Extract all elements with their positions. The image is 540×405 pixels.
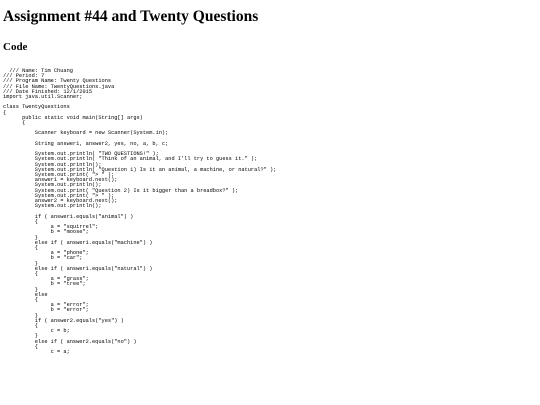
code-line: b = "car"; (3, 255, 83, 262)
code-line: System.out.println(); (3, 182, 102, 189)
code-line: { (3, 343, 38, 350)
code-line: System.out.println( "Question 1) Is it an animal, a machine, or natural?" ); (3, 166, 277, 173)
code-line: } (3, 234, 38, 241)
code-line: b = "moose"; (3, 229, 89, 236)
code-line: b = "tree"; (3, 281, 86, 288)
code-line: else if ( answer2.equals("no") ) (3, 338, 137, 345)
code-line: System.out.println( "TWO QUESTIONS!" ); (3, 151, 159, 158)
code-line: System.out.print( "> " ); (3, 172, 115, 179)
code-line: { (3, 120, 26, 127)
code-line: String answer1, answer2, yes, no, a, b, c; (3, 140, 169, 147)
code-line: { (3, 270, 38, 277)
code-line: else if ( answer1.equals("machine") ) (3, 239, 153, 246)
code-line: } (3, 286, 38, 293)
code-line: { (3, 218, 38, 225)
code-line: public static void main(String[] args) (3, 114, 143, 121)
code-line: System.out.println(); (3, 161, 102, 168)
code-line: else (3, 291, 48, 298)
code-line: { (3, 322, 38, 329)
code-line: /// File Name: TwentyQuestions.java (3, 83, 115, 90)
code-line: if ( answer1.equals("animal") ) (3, 213, 134, 220)
code-line: c = b; (3, 328, 70, 335)
code-line: a = "error"; (3, 302, 89, 309)
code-line: c = a; (3, 348, 70, 355)
code-line: System.out.println( "Think of an animal, and I'll try to guess it." ); (3, 156, 258, 163)
code-line: b = "error"; (3, 307, 89, 314)
code-line: if ( answer2.equals("yes") ) (3, 317, 124, 324)
code-line: class TwentyQuestions (3, 104, 70, 111)
code-line: a = "grass"; (3, 276, 89, 283)
code-line: answer1 = keyboard.next(); (3, 177, 118, 184)
code-line: import java.util.Scanner; (3, 94, 83, 101)
code-line: /// Period: 7 (3, 73, 45, 80)
code-line: a = "phone"; (3, 250, 89, 257)
code-line: { (3, 244, 38, 251)
code-line: } (3, 312, 38, 319)
code-line: } (3, 333, 38, 340)
code-line: a = "squirrel"; (3, 224, 99, 231)
code-line: System.out.println(); (3, 203, 102, 210)
section-heading-code: Code (3, 41, 28, 53)
code-line: Scanner keyboard = new Scanner(System.in); (3, 130, 169, 137)
code-line: answer2 = keyboard.next(); (3, 198, 118, 205)
page-title: Assignment #44 and Twenty Questions (3, 8, 259, 25)
code-line: /// Date Finished: 12/1/2015 (3, 88, 93, 95)
code-line: /// Name: Tim Chuang (3, 68, 73, 74)
code-line: System.out.print( "> " ); (3, 192, 115, 199)
code-line: else if ( answer1.equals("natural") ) (3, 265, 153, 272)
code-line: System.out.print( "Question 2) Is it bigger than a breadbox?" ); (3, 187, 239, 194)
code-line: /// Program Name: Twenty Questions (3, 78, 112, 85)
code-line: { (3, 296, 38, 303)
code-block (3, 69, 540, 355)
code-line: } (3, 260, 38, 267)
code-line: { (3, 109, 7, 116)
